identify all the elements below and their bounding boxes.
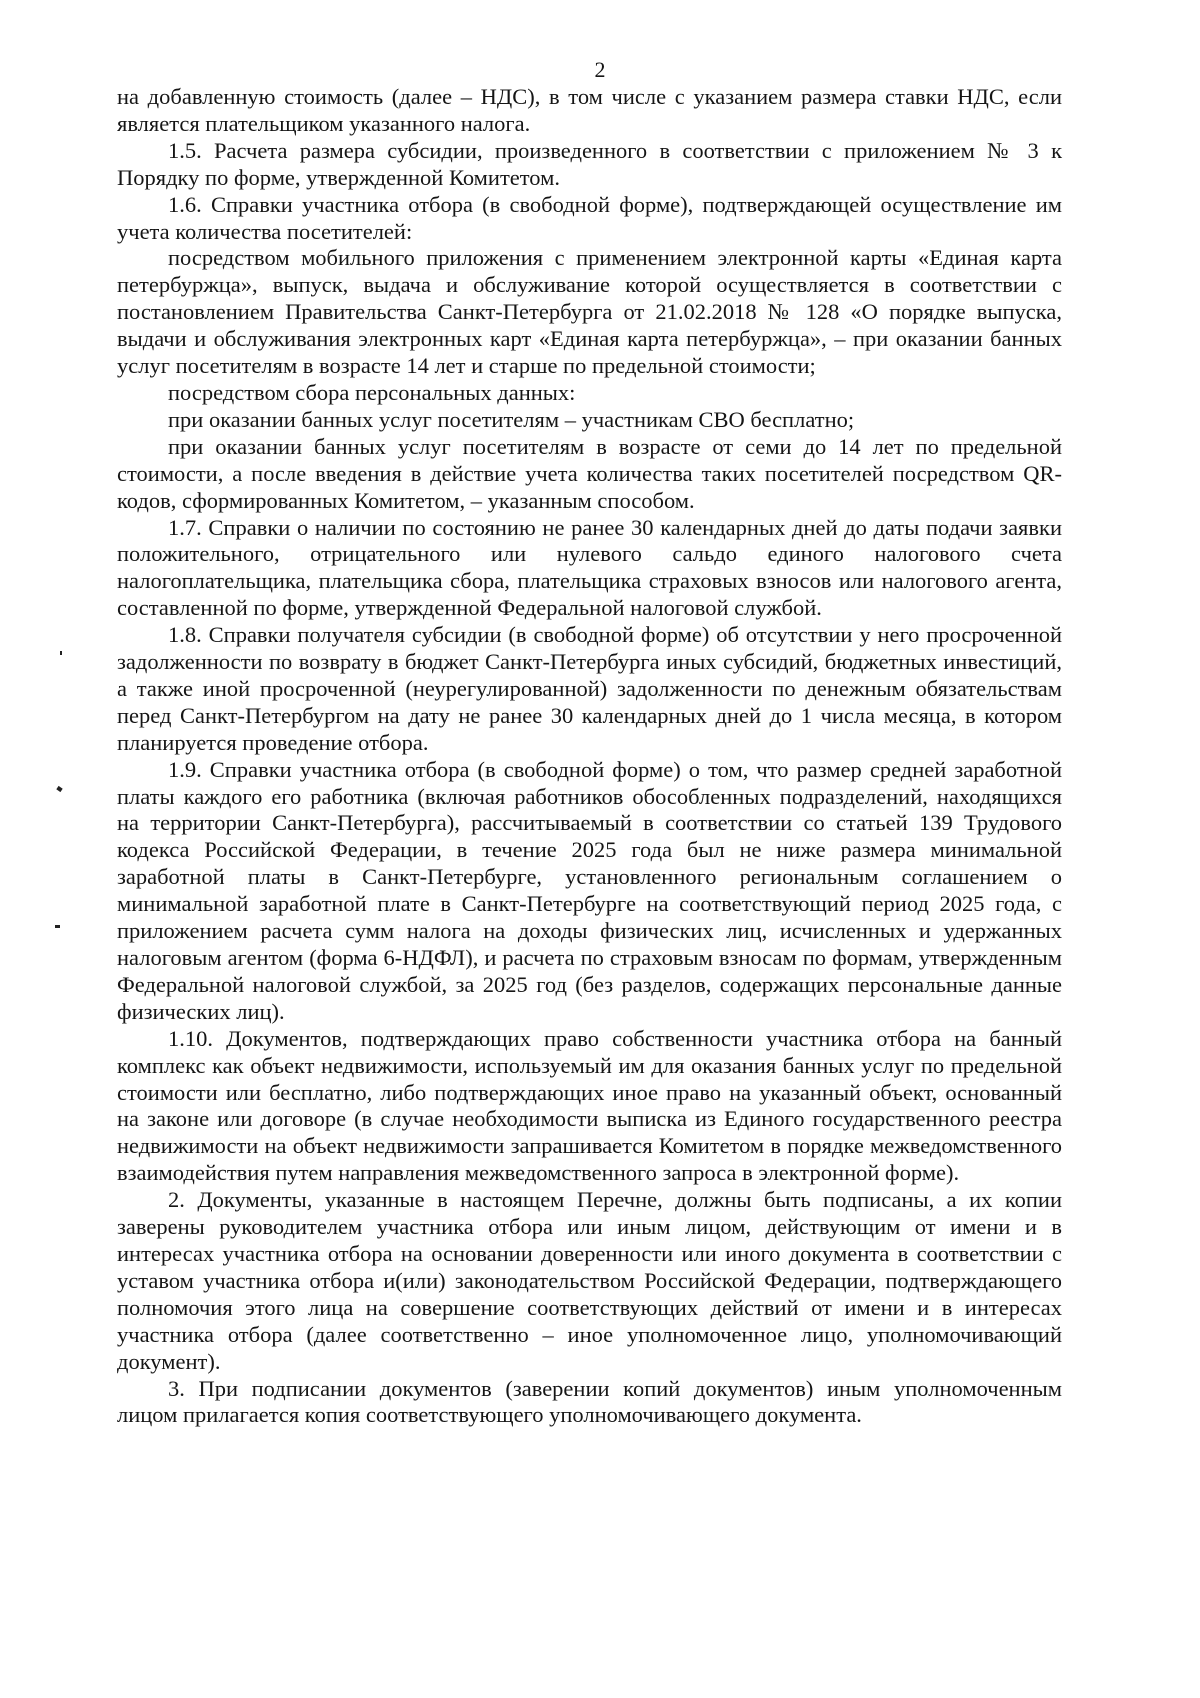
- paragraph-vat-continuation: на добавленную стоимость (далее – НДС), в том числе с указанием размера ставки НДС, если является плательщиком указанного налога.: [117, 84, 1062, 136]
- paragraph-1-6-svo: при оказании банных услуг посетителям – участникам СВО бесплатно;: [168, 406, 855, 432]
- page-number: 2: [594, 57, 606, 82]
- scan-speck: [55, 925, 60, 928]
- paragraph-1-5: 1.5. Расчета размера субсидии, произведенного в соответствии с приложением № 3 к Порядку по форме, утвержденной Комитетом.: [117, 137, 1062, 190]
- scan-speck: [60, 651, 62, 655]
- paragraph-1-10: 1.10. Документов, подтверждающих право собственности участника отбора на банный комплекс как объект недвижимости, используемый им для оказания банных услуг по предельной стоимости или бесплатно, либо подтверждающих иное право на указанный объект, основанный на законе или договоре (в случае необходимости выписка из Единого государственного реестра недвижимости на объект недвижимости запрашивается Комитетом в порядке межведомственного взаимодействия путем направления межведомственного запроса в электронной форме).: [117, 1025, 1062, 1186]
- paragraph-1-9: 1.9. Справки участника отбора (в свободной форме) о том, что размер средней заработной платы каждого его работника (включая работников обособленных подразделений, находящихся на территории Санкт-Петербурга), рассчитываемый в соответствии со статьей 139 Трудового кодекса Российской Федерации, в течение 2025 года был не ниже размера минимальной заработной платы в Санкт-Петербурге, установленного региональным соглашением о минимальной заработной плате в Санкт-Петербурге на соответствующий период 2025 года, с приложением расчета сумм налога на доходы физических лиц, исчисленных и удержанных налоговым агентом (форма 6-НДФЛ), и расчета по страховым взносам по формам, утвержденным Федеральной налоговой службой, за 2025 год (без разделов, содержащих персональные данные физических лиц).: [117, 756, 1062, 1024]
- paragraph-1-7: 1.7. Справки о наличии по состоянию не ранее 30 календарных дней до даты подачи заявки положительного, отрицательного или нулевого сальдо единого налогового счета налогоплательщика, плательщика сбора, плательщика страховых взносов или налогового агента, составленной по форме, утвержденной Федеральной налоговой службой.: [117, 514, 1062, 621]
- paragraph-2: 2. Документы, указанные в настоящем Перечне, должны быть подписаны, а их копии заверены руководителем участника отбора или иным лицом, действующим от имени и в интересах участника отбора на основании доверенности или иного документа в соответствии с уставом участника отбора и(или) законодательством Российской Федерации, подтверждающего полномочия этого лица на совершение соответствующих действий от имени и в интересах участника отбора (далее соответственно – иное уполномоченное лицо, уполномочивающий документ).: [117, 1187, 1062, 1374]
- scan-speck: [56, 786, 62, 792]
- paragraph-3: 3. При подписании документов (заверении копий документов) иным уполномоченным лицом прилагается копия соответствующего уполномочивающего документа.: [117, 1375, 1062, 1428]
- paragraph-1-6-personal-data: посредством сбора персональных данных:: [168, 379, 576, 405]
- paragraph-1-6-children: при оказании банных услуг посетителям в возрасте от семи до 14 лет по предельной стоимости, а после введения в действие учета количества таких посетителей посредством QR-кодов, сформированных Комитетом, – указанным способом.: [117, 433, 1062, 513]
- paragraph-1-6: 1.6. Справки участника отбора (в свободной форме), подтверждающей осуществление им учета количества посетителей:: [117, 191, 1062, 244]
- document-body: [117, 84, 1062, 1429]
- paragraph-1-6-mobile-app: посредством мобильного приложения с применением электронной карты «Единая карта петербуржца», выпуск, выдача и обслуживание которой осуществляется в соответствии с постановлением Правительства Санкт-Петербурга от 21.02.2018 № 128 «О порядке выпуска, выдачи и обслуживания электронных карт «Единая карта петербуржца», – при оказании банных услуг посетителям в возрасте 14 лет и старше по предельной стоимости;: [117, 245, 1062, 379]
- paragraph-1-8: 1.8. Справки получателя субсидии (в свободной форме) об отсутствии у него просроченной задолженности по возврату в бюджет Санкт-Петербурга иных субсидий, бюджетных инвестиций, а также иной просроченной (неурегулированной) задолженности по денежным обязательствам перед Санкт-Петербургом на дату не ранее 30 календарных дней до 1 числа месяца, в котором планируется проведение отбора.: [117, 622, 1062, 755]
